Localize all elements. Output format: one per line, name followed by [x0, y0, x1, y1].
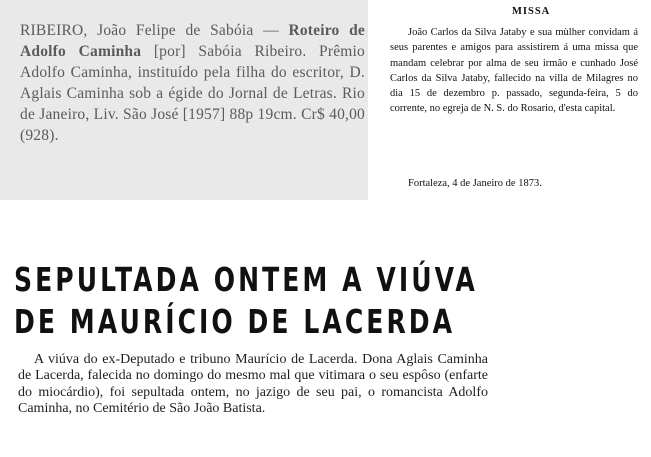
obituary-article-clipping: [0, 235, 651, 457]
catalog-author: RIBEIRO, João Felipe de Sabóia —: [20, 22, 279, 39]
missa-signoff: Fortaleza, 4 de Janeiro de 1873.: [408, 178, 542, 189]
article-body: A viúva do ex-Deputado e tribuno Maurício de Lacerda. Dona Aglais Caminha de Lacerda, falecida no domingo do mesmo mal que vitimara o seu espôso (enfarte do miocárdio), foi sepultada ontem, no jazigo de seu pai, o romancista Adolfo Caminha, no Cemitério de São João Batista.: [18, 352, 488, 417]
headline-line-1: SEPULTADA ONTEM A VIÚVA: [14, 260, 478, 299]
missa-body: João Carlos da Silva Jataby e sua mùlher convidam á seus parentes e amigos para assistirem á uma missa que mandam celebrar por alma de seu irmão e cunhado José Carlos da Silva Jataby, fallecido na villa de Milagres no dia 15 de dezembro p. passado, segunda-feira, 5 do corrente, no egreja de N. S. do Rosario, d'esta capital.: [390, 27, 638, 115]
article-headline: [14, 259, 478, 343]
catalog-entry-clipping: [0, 0, 368, 200]
catalog-details: [por] Sabóia Ribeiro. Prêmio Adolfo Caminha, instituído pela filha do escritor, D. Aglais Caminha sob a égide do Jornal de Letras. Rio de Janeiro, Liv. São José [1957] 88p 19cm. Cr$ 40,00 (928).: [20, 43, 366, 144]
catalog-title: Roteiro de Adolfo Caminha: [20, 22, 365, 60]
missa-heading: MISSA: [512, 6, 551, 17]
catalog-entry-text: [20, 20, 365, 146]
headline-line-2: DE MAURÍCIO DE LACERDA: [14, 302, 456, 341]
missa-notice-clipping: [380, 0, 651, 200]
